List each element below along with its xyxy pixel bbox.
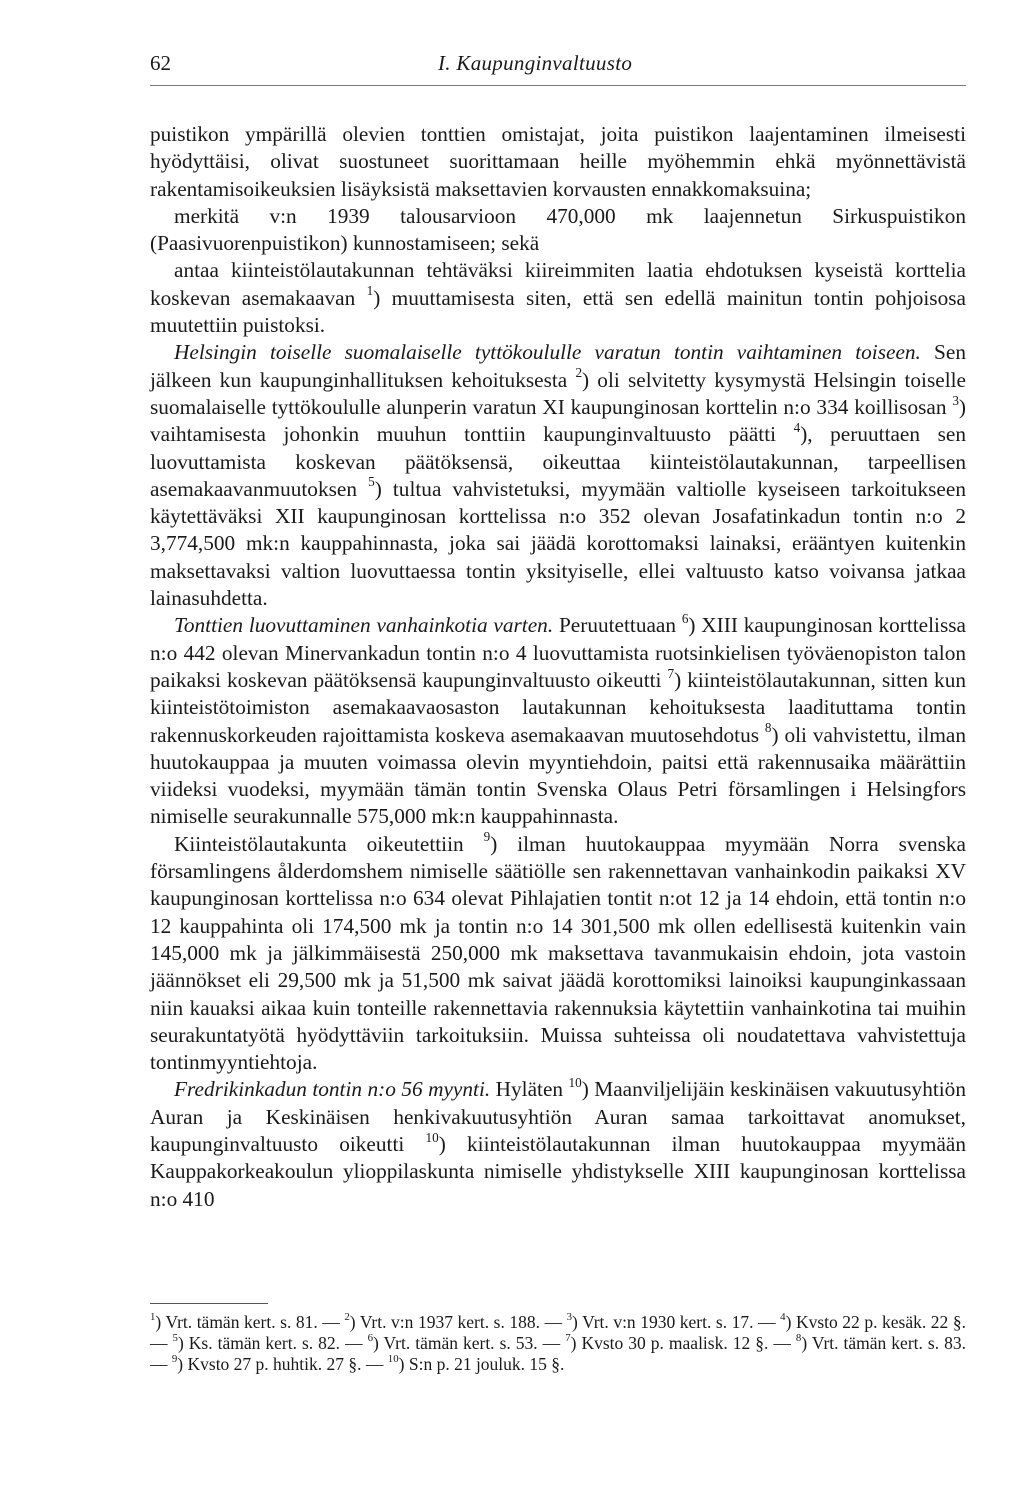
footnote-ref: 5 — [368, 474, 375, 490]
text-run: ) Maanviljelijäin keskinäisen vakuutusyhtiön Auran ja Keskinäisen henkivakuutusyhtiön Auran samaa tarkoittavat anomukset, kaupunginvaltuusto oikeutti — [150, 1077, 966, 1156]
page-number: 62 — [150, 51, 171, 75]
paragraph — [150, 257, 966, 339]
text-run: puistikon ympärillä olevien tonttien omistajat, joita puistikon laajentaminen ilmeisesti hyödyttäisi, olivat suostuneet suorittamaan heille myöhemmin ehkä myönnettävistä rakentamisoikeuksien lisäyksistä maksettavien korvausten ennakkomaksuina; — [150, 122, 966, 201]
text-run: ) Vrt. v:n 1937 kert. s. 188. — — [349, 1312, 567, 1332]
header-rule — [150, 85, 966, 86]
text-run: Sen jälkeen kun kaupunginhallituksen kehoituksesta — [150, 340, 966, 392]
footnote-ref: 2 — [575, 365, 583, 381]
footnotes — [150, 1312, 966, 1375]
text-run: ) tultua vahvistetuksi, myymään valtiolle kyseiseen tarkoitukseen käytettäväksi XII kaupunginosan korttelissa n:o 352 olevan Josafatinkadun tontin n:o 2 3,774,500 mk:n kauppahinnasta, joka sai jäädä korottomaksi lainaksi, erääntyen kuitenkin maksettavaksi valtion luovuttaessa tontin yksityiselle, ellei valtuusto katso voivansa jatkaa lainasuhdetta. — [150, 476, 966, 611]
text-run: antaa kiinteistölautakunnan tehtäväksi kiireimmiten laatia ehdotuksen kyseistä korttelia koskevan asemakaavan — [150, 258, 966, 310]
text-run: ) Vrt. tämän kert. s. 53. — — [373, 1333, 566, 1353]
footnote-ref: 8 — [795, 1332, 802, 1345]
footnote-ref: 7 — [667, 665, 675, 681]
footnote-ref: 6 — [367, 1332, 374, 1345]
footnote-ref: 6 — [681, 610, 689, 626]
text-run: ) kiinteistölautakunnan, sitten kun kiinteistötoimiston asemakaavaosaston lautakunnan kehoituksesta laadituttama tontin rakennuskorkeuden rajoittamista koskeva asemakaavan muutosehdotus — [150, 667, 966, 747]
text-run: ) Kvsto 30 p. maalisk. 12 §. — — [570, 1333, 796, 1353]
footnote-ref: 3 — [566, 1311, 573, 1324]
footnote-ref: 4 — [793, 419, 801, 435]
text-run: ) oli vahvistettu, ilman huutokauppaa ja muuten voimassa olevin myyntiehdoin, paitsi että rakennusaika määrättiin viideksi vuodeksi, myymään tämän tontin Svenska Olaus Petri församlingen i Helsingfors nimiselle seurakunnalle 575,000 mk:n kauppahinnasta. — [150, 722, 967, 829]
footnote-ref: 3 — [952, 392, 959, 408]
footnote-ref: 10 — [387, 1353, 399, 1366]
footnote-ref: 5 — [172, 1332, 178, 1345]
footnote-ref: 7 — [565, 1332, 571, 1345]
paragraph — [150, 612, 966, 830]
section-heading: Tonttien luovuttaminen vanhainkotia varten. — [174, 613, 554, 638]
text-run: ) vaihtamisesta johonkin muuhun tonttiin kaupunginvaltuusto päätti — [150, 394, 966, 447]
text-run: ) Kvsto 27 p. huhtik. 27 §. — — [177, 1354, 388, 1374]
paragraph — [150, 339, 966, 612]
section-heading: Fredrikinkadun tontin n:o 56 myynti. — [174, 1077, 491, 1102]
text-run: ) XIII kaupunginosan korttelissa n:o 442 olevan Minervankadun tontin n:o 4 luovuttamista ruotsinkielisen työväenopiston talon paikaksi koskevan päätöksensä kaupunginvaltuusto oikeutti — [150, 613, 966, 692]
footnote-ref: 10 — [568, 1074, 582, 1090]
footnote-ref: 9 — [171, 1353, 178, 1366]
text-run: ) muuttamisesta siten, että sen edellä mainitun tontin pohjoisosa muutettiin puistoksi. — [150, 285, 966, 338]
paragraph — [150, 121, 966, 203]
text-run: Peruutettuaan — [553, 613, 682, 638]
body-text — [150, 121, 966, 1213]
text-run: Kiinteistölautakunta oikeutettiin — [174, 831, 484, 856]
footnote-rule — [150, 1303, 268, 1304]
text-run: ) kiinteistölautakunnan ilman huutokauppaa myymään Kauppakorkeakoulun ylioppilaskunta nimiselle yhdistykselle XIII kaupunginosan korttelissa n:o 410 — [150, 1131, 966, 1211]
section-heading: Helsingin toiselle suomalaiselle tyttökoululle varatun tontin vaihtaminen toiseen. — [174, 340, 921, 365]
footnote-ref: 1 — [366, 283, 374, 299]
paragraph — [150, 831, 966, 1077]
running-title: I. Kaupunginvaltuusto — [438, 51, 633, 75]
text-run: ) oli selvitetty kysymystä Helsingin toiselle suomalaiselle tyttökoululle alunperin varatun XI kaupunginosan korttelin n:o 334 koillisosan — [150, 367, 966, 419]
footnote-ref: 2 — [344, 1311, 350, 1324]
text-run: ) S:n p. 21 jouluk. 15 §. — [398, 1354, 565, 1374]
text-run: ) Kvsto 22 p. kesäk. 22 §. — — [150, 1312, 966, 1353]
text-run: ), peruuttaen sen luovuttamista koskevan päätöksensä, oikeuttaa kiinteistölautakunnan, tarpeellisen asemakaavanmuutoksen — [150, 422, 966, 501]
footnote-ref: 8 — [764, 720, 772, 736]
footnote-ref: 4 — [780, 1311, 786, 1324]
text-run: ) Ks. tämän kert. s. 82. — — [177, 1333, 368, 1353]
text-run: merkitä v:n 1939 talousarvioon 470,000 mk laajennetun Sirkuspuistikon (Paasivuorenpuistikon) kunnostamiseen; sekä — [150, 203, 966, 256]
paragraph — [150, 1076, 966, 1212]
text-run: ) Vrt. v:n 1930 kert. s. 17. — — [572, 1312, 781, 1332]
footnote-ref: 1 — [150, 1311, 156, 1324]
running-header — [150, 47, 966, 87]
footnote-ref: 9 — [483, 829, 491, 845]
footnote-ref: 10 — [425, 1129, 439, 1145]
text-run: Hyläten — [490, 1077, 569, 1102]
paragraph — [150, 203, 966, 258]
text-run: ) Vrt. tämän kert. s. 83. — — [150, 1333, 966, 1374]
text-run: ) ilman huutokauppaa myymään Norra svenska församlingens ålderdomshem nimiselle säätiölle sen rakennettavan vanhainkodin paikaksi XV kaupunginosan korttelissa n:o 634 olevat Pihlajatien tontit n:ot 12 ja 14 ehdoin, että tontin n:o 12 kauppahinta oli 174,500 mk ja tontin n:o 14 301,500 mk ollen edellisestä kuitenkin vain 145,000 mk ja jälkimmäisestä 250,000 mk maksettava tavanmukaisin ehdoin, jota vastoin jäännökset eli 29,500 mk ja 51,500 mk saivat jäädä korottomiksi lainoiksi kaupunginkassaan niin kauaksi aikaa kuin tonteille rakennettavia rakennuksia käytettiin vanhainkotina tai muihin seurakuntatyötä hyödyttäviin tarkoituksiin. Muissa suhteissa oli noudatettava vahvistettuja tontinmyyntiehtoja. — [150, 831, 967, 1075]
text-run: ) Vrt. tämän kert. s. 81. — — [155, 1312, 345, 1332]
